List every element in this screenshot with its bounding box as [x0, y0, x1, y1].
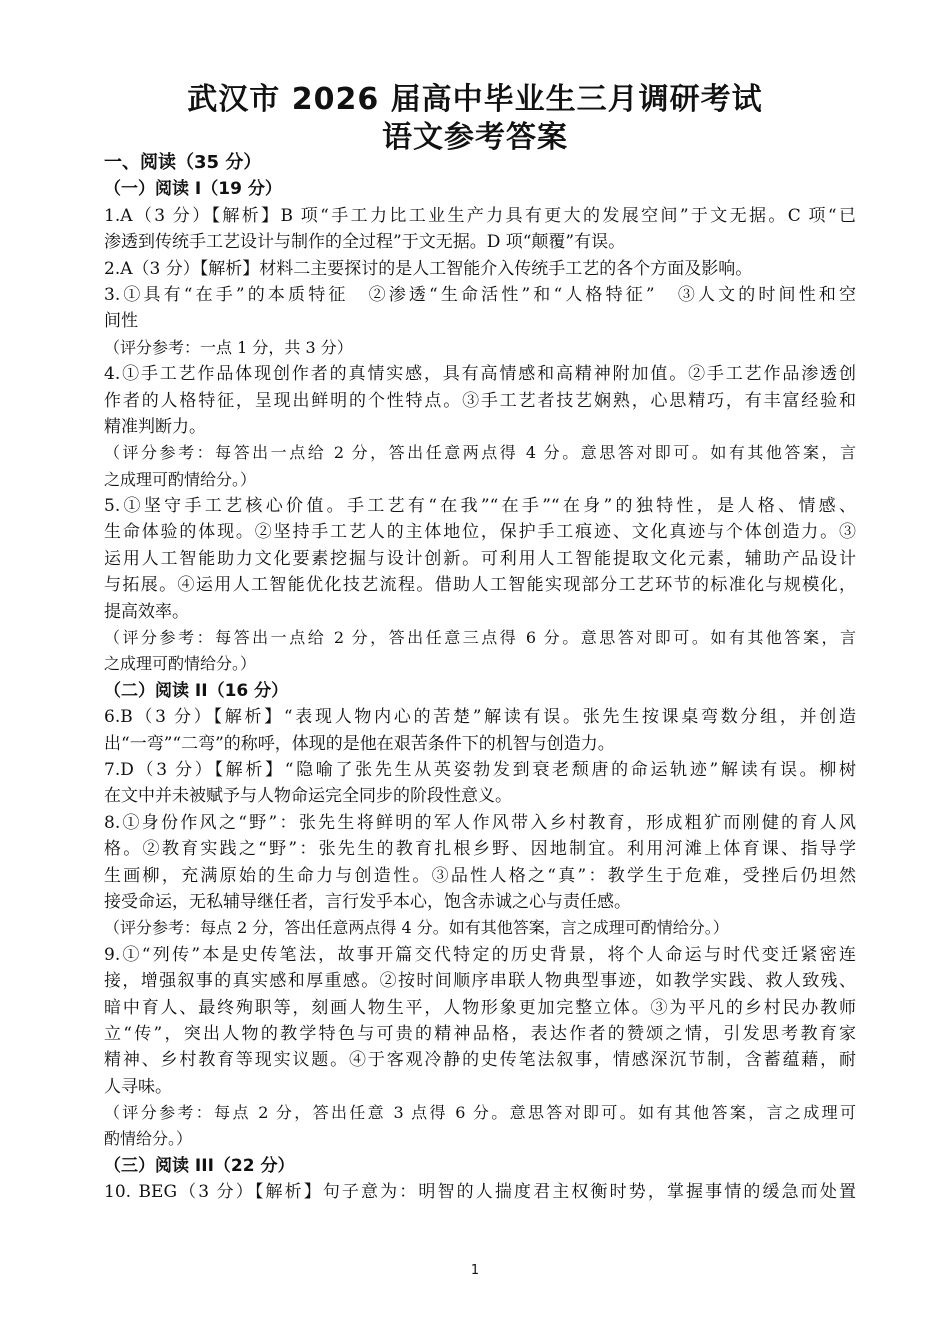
scoring-note-line: （评分参考：每点 2 分，答出任意两点得 4 分。如有其他答案，言之成理可酌情给分。）: [104, 918, 729, 938]
answer-line: 接，增强叙事的真实感和厚重感。②按时间顺序串联人物典型事迹，如教学实践、救人致残、: [104, 971, 856, 992]
answer-line: 出“一弯”“二弯”的称呼，体现的是他在艰苦条件下的机智与创造力。: [104, 733, 615, 754]
answer-line: 在文中并未被赋予与人物命运完全同步的阶段性意义。: [104, 786, 512, 807]
answer-line: 7.D（3 分）【解析】“隐喻了张先生从英姿勃发到衰老颓唐的命运轨迹”解读有误。柳树: [104, 759, 856, 780]
answer-line: 6.B（3 分）【解析】“表现人物内心的苦楚”解读有误。张先生按课桌弯数分组，并创造: [104, 707, 856, 728]
answer-line: 提高效率。: [104, 601, 189, 622]
scoring-note-line: （评分参考：每点 2 分，答出任意 3 点得 6 分。意思答对即可。如有其他答案，言之成理可: [104, 1103, 856, 1123]
answer-line: 生画柳，充满原始的生命力与创造性。③品性人格之“真”：教学生于危难，受挫后仍坦然: [104, 865, 856, 886]
answer-line: 格。②教育实践之“野”：张先生的教育扎根乡野、因地制宜。利用河滩上体育课、指导学: [104, 839, 856, 860]
answer-line: 5.①坚守手工艺核心价值。手工艺有“在我”“在手”“在身”的独特性，是人格、情感、: [104, 496, 856, 517]
subsection-heading: （二）阅读 II（16 分）: [104, 680, 289, 701]
answer-line: 立“传”，突出人物的教学特色与可贵的精神品格，表达作者的赞颂之情，引发思考教育家: [104, 1023, 856, 1044]
answer-line: 作者的人格特征，呈现出鲜明的个性特点。③手工艺者技艺娴熟，心思精巧，有丰富经验和: [104, 390, 856, 411]
subsection-heading: （三）阅读 III（22 分）: [104, 1155, 295, 1176]
answer-line: 3.①具有“在手”的本质特征 ②渗透“生命活性”和“人格特征” ③人文的时间性和空: [104, 284, 856, 305]
answer-line: 10. BEG（3 分）【解析】句子意为：明智的人揣度君主权衡时势，掌握事情的缓急而处置: [104, 1182, 856, 1203]
scoring-note-line: （评分参考：一点 1 分，共 3 分）: [104, 337, 353, 357]
answer-line: 9.①“列传”本是史传笔法，故事开篇交代特定的历史背景，将个人命运与时代变迁紧密连: [104, 944, 856, 965]
answer-line: 间性: [104, 311, 138, 332]
answer-line: 精准判断力。: [104, 416, 206, 437]
answer-line: 1.A（3 分）【解析】B 项“手工力比工业生产力具有更大的发展空间”于文无据。C 项“已: [104, 205, 856, 226]
scoring-note-line: 之成理可酌情给分。）: [104, 469, 257, 489]
answer-line: 生命体验的体现。②坚持手工艺人的主体地位，保护手工痕迹、文化真迹与个体创造力。③: [104, 522, 856, 543]
scoring-note-line: （评分参考：每答出一点给 2 分，答出任意三点得 6 分。意思答对即可。如有其他答案，言: [104, 628, 856, 648]
answer-line: 渗透到传统手工艺设计与制作的全过程”于文无据。D 项“颠覆”有误。: [104, 232, 626, 253]
scoring-note-line: （评分参考：每答出一点给 2 分，答出任意两点得 4 分。意思答对即可。如有其他答案，言: [104, 443, 856, 463]
answer-line: 接受命运，无私辅导继任者，言行发乎本心，饱含赤诚之心与责任感。: [104, 891, 631, 912]
answer-line: 人寻味。: [104, 1076, 172, 1097]
answer-line: 暗中育人、最终殉职等，刻画人物生平，人物形象更加完整立体。③为平凡的乡村民办教师: [104, 997, 856, 1018]
answer-body: [104, 150, 856, 1206]
answer-line: 8.①身份作风之“野”：张先生将鲜明的军人作风带入乡村教育，形成粗犷而刚健的育人风: [104, 812, 856, 833]
answer-line: 与拓展。④运用人工智能优化技艺流程。借助人工智能实现部分工艺环节的标准化与规模化，: [104, 575, 856, 596]
section-heading: 一、阅读（35 分）: [104, 152, 262, 173]
page-number: 1: [470, 1263, 480, 1278]
subsection-heading: （一）阅读 I（19 分）: [104, 179, 282, 200]
scoring-note-line: 酌情给分。）: [104, 1129, 193, 1149]
answer-line: 运用人工智能助力文化要素挖掘与设计创新。可利用人工智能提取文化元素，辅助产品设计: [104, 548, 856, 569]
document-subtitle: 语文参考答案: [382, 120, 568, 155]
scoring-note-line: 之成理可酌情给分。）: [104, 654, 257, 674]
document-title: 武汉市 2026 届高中毕业生三月调研考试: [187, 82, 763, 117]
answer-line: 精神、乡村教育等现实议题。④于客观冷静的史传笔法叙事，情感深沉节制，含蓄蕴藉，耐: [104, 1050, 856, 1071]
answer-line: 2.A（3 分）【解析】材料二主要探讨的是人工智能介入传统手工艺的各个方面及影响。: [104, 258, 753, 279]
answer-line: 4.①手工艺作品体现创作者的真情实感，具有高情感和高精神附加值。②手工艺作品渗透创: [104, 364, 856, 385]
